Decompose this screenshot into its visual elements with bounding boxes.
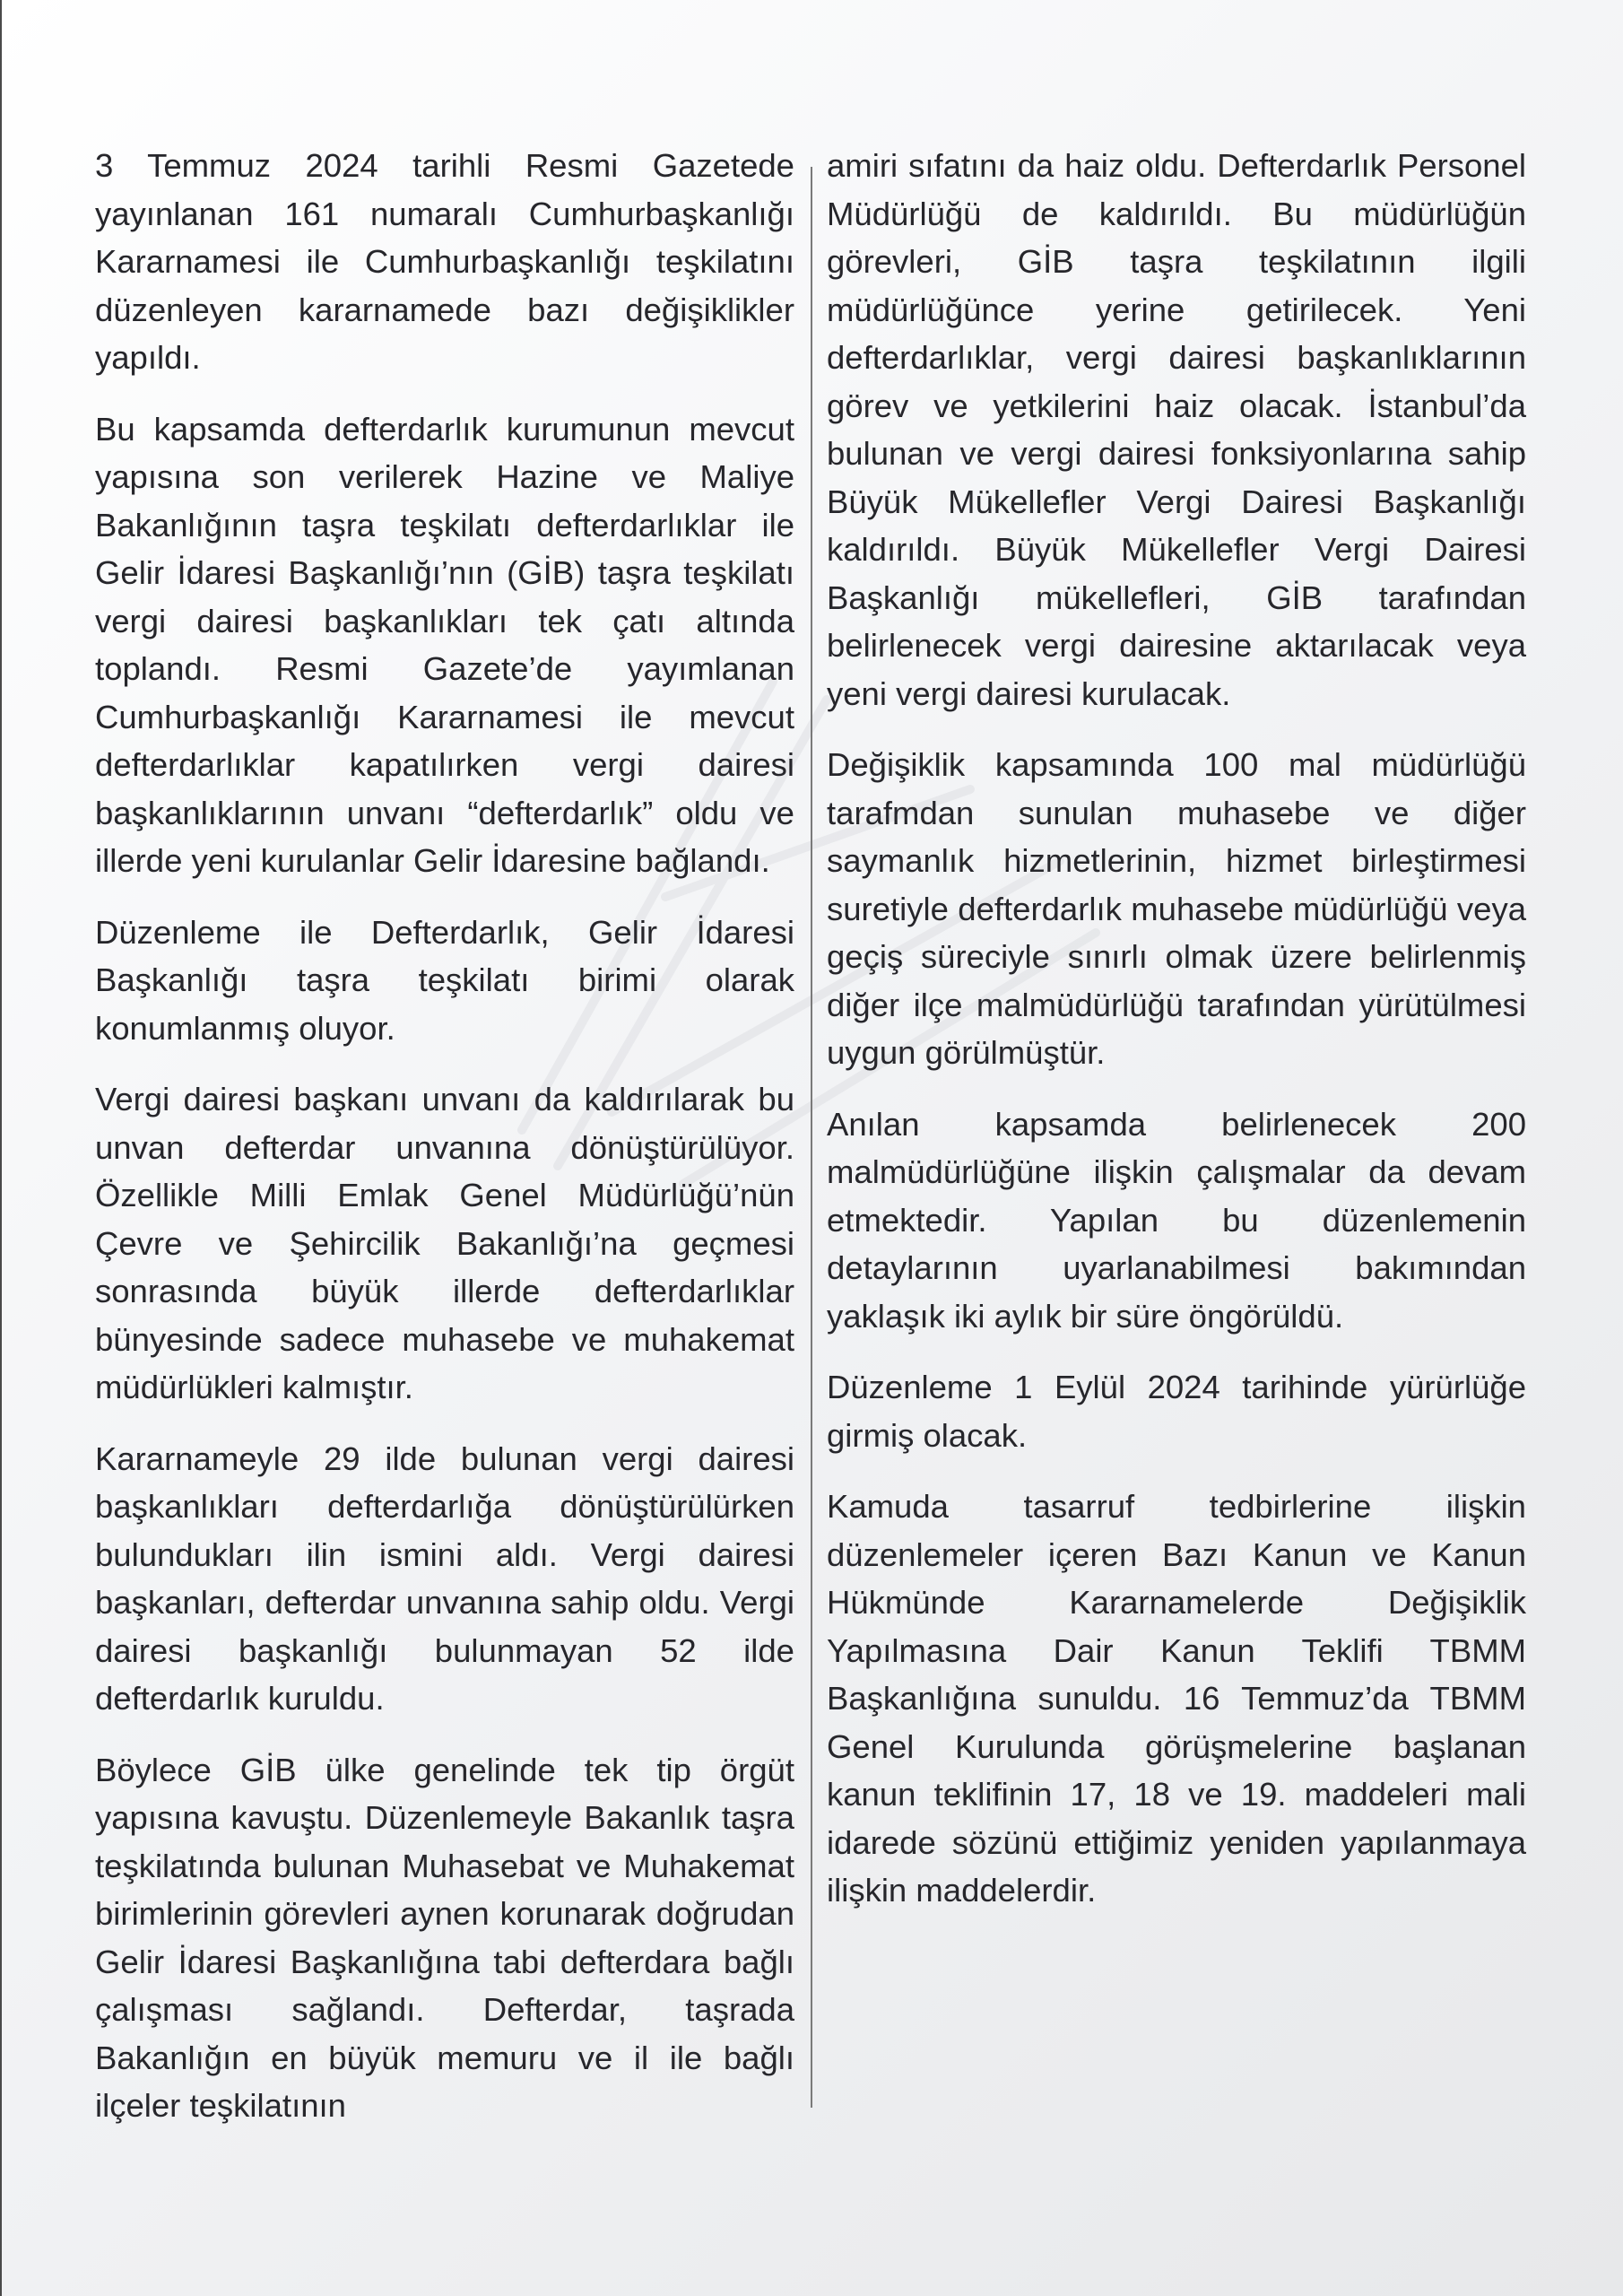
paragraph: Kararnameyle 29 ilde bulunan vergi dairesi başkanlıkları defterdarlığa dönüştürülürken bulundukları ilin ismini aldı. Vergi dairesi başkanları, defterdar unvanına sahip oldu. Vergi dairesi başkanlığı bulunmayan 52 ilde defterdarlık kuruldu. bbox=[95, 1439, 794, 1717]
paragraph: Anılan kapsamda belirlenecek 200 malmüdürlüğüne ilişkin çalışmalar da devam etmektedir. Yapılan bu düzenlemenin detaylarının uyarlanabilmesi bakımından yaklaşık iki aylık bir süre öngörüldü. bbox=[827, 1105, 1526, 1335]
right-text-column bbox=[827, 142, 1526, 1938]
paragraph: Düzenleme 1 Eylül 2024 tarihinde yürürlüğe girmiş olacak. bbox=[827, 1369, 1526, 1454]
paragraph: Değişiklik kapsamında 100 mal müdürlüğü tarafmdan sunulan muhasebe ve diğer saymanlık hizmetlerinin, hizmet birleştirmesi suretiyle defterdarlık muhasebe müdürlüğü veya geçiş süreciyle sınırlı olmak üzere belirlenmiş diğer ilçe malmüdürlüğü tarafından yürütülmesi uygun görülmüştür. bbox=[827, 746, 1526, 1071]
paragraph: Düzenleme ile Defterdarlık, Gelir İdaresi Başkanlığı taşra teşkilatı birimi olarak konumlanmış oluyor. bbox=[95, 913, 794, 1047]
paragraph: amiri sıfatını da haiz oldu. Defterdarlık Personel Müdürlüğü de kaldırıldı. Bu müdürlüğün görevleri, GİB taşra teşkilatının ilgili müdürlüğünce yerine getirilecek. Yeni defterdarlıklar, vergi dairesi başkanlıklarının görev ve yetkilerini haiz olacak. İstanbul’da bulunan ve vergi dairesi fonksiyonlarına sahip Büyük Mükellefler Vergi Dairesi Başkanlığı kaldırıldı. Büyük Mükellefler Vergi Dairesi Başkanlığı mükellefleri, GİB tarafından belirlenecek vergi dairesine aktarılacak veya yeni vergi dairesi kurulacak. bbox=[827, 147, 1526, 712]
left-text-column bbox=[95, 142, 794, 2153]
paragraph: Böylece GİB ülke genelinde tek tip örgüt yapısına kavuştu. Düzenlemeyle Bakanlık taşra teşkilatında bulunan Muhasebat ve Muhakemat birimlerinin görevleri aynen korunarak doğrudan Gelir İdaresi Başkanlığına tabi defterdara bağlı çalışması sağlandı. Defterdar, taşrada Bakanlığın en büyük memuru ve il ile bağlı ilçeler teşkilatının bbox=[95, 1751, 794, 2124]
paragraph: Bu kapsamda defterdarlık kurumunun mevcut yapısına son verilerek Hazine ve Maliye Bakanlığının taşra teşkilatı defterdarlıklar ile Gelir İdaresi Başkanlığı’nın (GİB) taşra teşkilatı vergi dairesi başkanlıkları tek çatı altında toplandı. Resmi Gazete’de yayımlanan Cumhurbaşkanlığı Kararnamesi ile mevcut defterdarlıklar kapatılırken vergi dairesi başkanlıklarının unvanı “defterdarlık” oldu ve illerde yeni kurulanlar Gelir İdaresine bağlandı. bbox=[95, 410, 794, 879]
paragraph: Vergi dairesi başkanı unvanı da kaldırılarak bu unvan defterdar unvanına dönüştürülüyor. Özellikle Milli Emlak Genel Müdürlüğü’nün Çevre ve Şehircilik Bakanlığı’na geçmesi sonrasında büyük illerde defterdarlıklar bünyesinde sadece muhasebe ve muhakemat müdürlükleri kalmıştır. bbox=[95, 1081, 794, 1405]
paragraph: 3 Temmuz 2024 tarihli Resmi Gazetede yayınlanan 161 numaralı Cumhurbaşkanlığı Kararnamesi ile Cumhurbaşkanlığı teşkilatını düzenleyen kararnamede bazı değişiklikler yapıldı. bbox=[95, 147, 794, 376]
column-divider bbox=[811, 167, 812, 2108]
paragraph: Kamuda tasarruf tedbirlerine ilişkin düzenlemeler içeren Bazı Kanun ve Kanun Hükmünde Kararnamelerde Değişiklik Yapılmasına Dair Kanun Teklifi TBMM Başkanlığına sunuldu. 16 Temmuz’da TBMM Genel Kurulunda görüşmelerine başlanan kanun teklifinin 17, 18 ve 19. maddeleri mali idarede sözünü ettiğimiz yeniden yapılanmaya ilişkin maddelerdir. bbox=[827, 1488, 1526, 1909]
